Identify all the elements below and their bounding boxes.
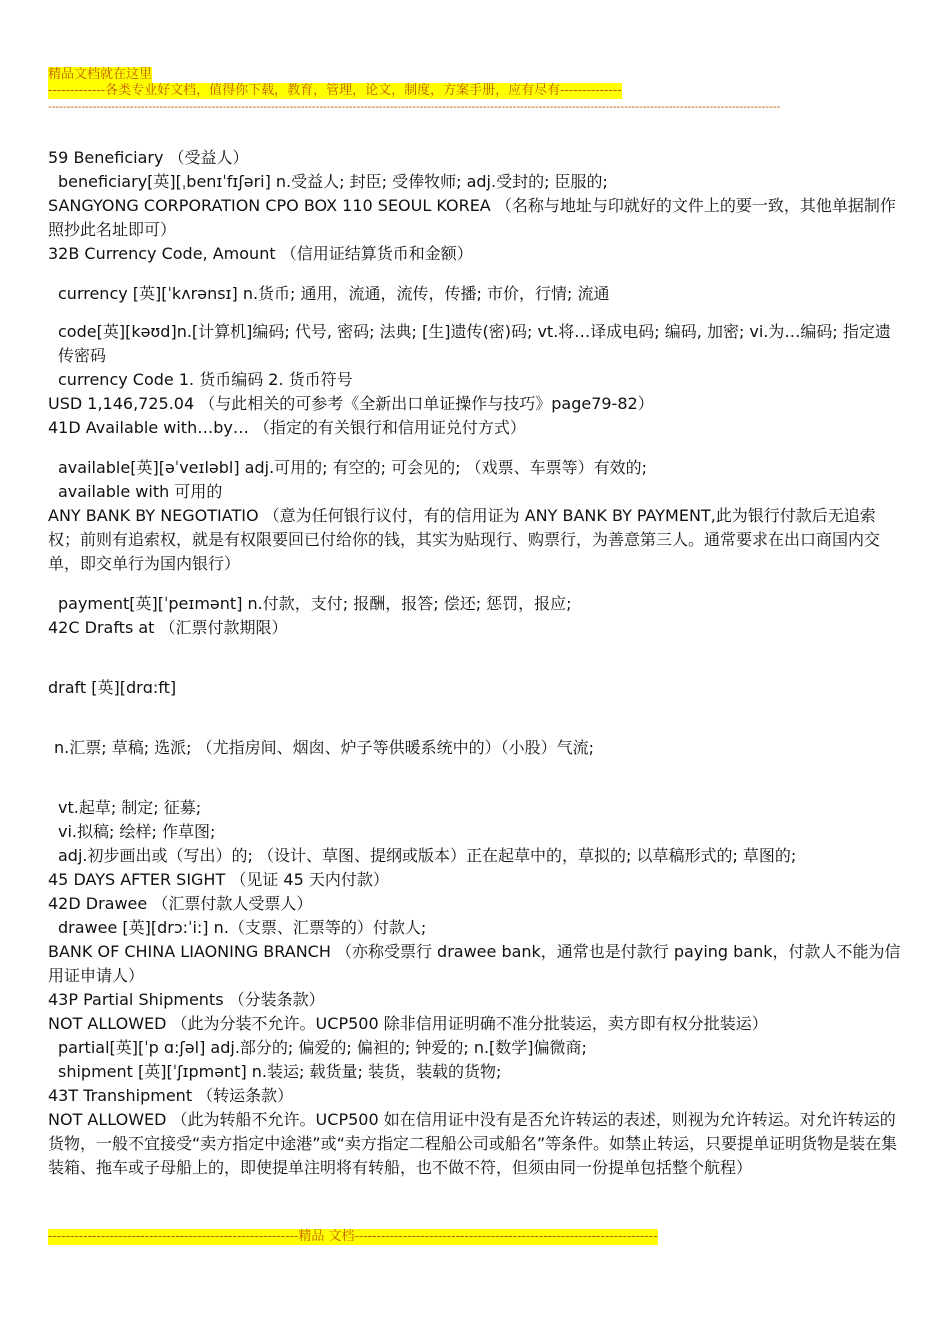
footer-banner: ---------------------------------------------------------精品 文档--------------------------------------------------------------------- [48, 1229, 658, 1244]
vocab-line: n.汇票; 草稿; 选派; （尤指房间、烟囱、炉子等供暖系统中的）（小股）气流; [54, 738, 595, 757]
vocab-line: beneficiary[英][ˌbenɪˈfɪʃəri] n.受益人; 封臣; 受俸牧师; adj.受封的; 臣服的; [58, 172, 608, 191]
field-value: NOT ALLOWED （此为分装不允许。UCP500 除非信用证明确不准分批装运，卖方即有权分批装运） [48, 1014, 768, 1033]
vocab-line: available[英][əˈveɪləbl] adj.可用的; 有空的; 可会见的; （戏票、车票等）有效的; [58, 458, 647, 477]
field-heading: 32B Currency Code, Amount （信用证结算货币和金额） [48, 244, 473, 263]
field-value: USD 1,146,725.04 （与此相关的可参考《全新出口单证操作与技巧》page79-82） [48, 394, 654, 413]
field-value: SANGYONG CORPORATION CPO BOX 110 SEOUL KOREA （名称与地址与印就好的文件上的要一致，其他单据制作照抄此名址即可） [48, 196, 896, 239]
header-tagline: -------------各类专业好文档，值得你下载，教育，管理，论文，制度，方案手册，应有尽有-------------- [48, 83, 622, 98]
field-value: NOT ALLOWED （此为转船不允许。UCP500 如在信用证中没有是否允许转运的表述，则视为允许转运。对允许转运的货物，一般不宜接受“卖方指定中途港”或“卖方指定二程船公司或船名”等条件。如禁止转运，只要提单证明货物是装在集装箱、拖车或子母船上的，即使提单注明将有转船，也不做不符，但须由同一份提单包括整个航程） [48, 1110, 898, 1177]
field-heading: 43P Partial Shipments （分装条款） [48, 990, 325, 1009]
field-heading: 42C Drafts at （汇票付款期限） [48, 618, 288, 637]
field-value: ANY BANK BY NEGOTIATIO （意为任何银行议付，有的信用证为 ANY BANK BY PAYMENT,此为银行付款后无追索权；前则有追索权，就是有权限要回已付给你的钱，其实为贴现行、购票行，为善意第三人。通常要求在出口商国内交单，即交单行为国内银行） [48, 506, 881, 573]
field-heading: 59 Beneficiary （受益人） [48, 148, 249, 167]
field-value: 45 DAYS AFTER SIGHT （见证 45 天内付款） [48, 870, 389, 889]
vocab-line: drawee [英][drɔ:ˈi:] n.（支票、汇票等的）付款人; [58, 918, 427, 937]
vocab-line: vi.拟稿; 绘样; 作草图; [58, 822, 216, 841]
field-heading: 43T Transhipment （转运条款） [48, 1086, 294, 1105]
vocab-line: shipment [英][ˈʃɪpmənt] n.装运; 载货量; 装货，装载的货物; [58, 1062, 502, 1081]
vocab-line: available with 可用的 [58, 482, 223, 501]
vocab-line: currency [英][ˈkʌrənsɪ] n.货币; 通用，流通，流传，传播; 市价，行情; 流通 [58, 284, 610, 303]
document-body [48, 146, 906, 1180]
vocab-line: partial[英][ˈp ɑ:ʃəl] adj.部分的; 偏爱的; 偏袒的; 钟爱的; n.[数学]偏微商; [58, 1038, 587, 1057]
vocab-line: vt.起草; 制定; 征募; [58, 798, 202, 817]
field-heading: 42D Drawee （汇票付款人受票人） [48, 894, 313, 913]
vocab-line: adj.初步画出或（写出）的; （设计、草图、提纲或版本）正在起草中的，草拟的; 以草稿形式的; 草图的; [58, 846, 797, 865]
field-heading: 41D Available with…by… （指定的有关银行和信用证兑付方式） [48, 418, 526, 437]
vocab-line: payment[英][ˈpeɪmənt] n.付款，支付; 报酬，报答; 偿还; 惩罚，报应; [58, 594, 572, 613]
header-title: 精品文档就在这里 [48, 67, 153, 82]
vocab-line: code[英][kəʊd]n.[计算机]编码; 代号, 密码; 法典; [生]遗传(密)码; vt.将…译成电码; 编码, 加密; vi.为…编码; 指定遗传密码 [58, 322, 891, 365]
vocab-line: draft [英][drɑ:ft] [48, 678, 177, 697]
vocab-line: currency Code 1. 货币编码 2. 货币符号 [58, 370, 353, 389]
header-divider: ----------------------------------------------------------------------------------------------------------------------------------------------------------------------------------------------------- [48, 100, 781, 113]
field-value: BANK OF CHINA LIAONING BRANCH （亦称受票行 drawee bank，通常也是付款行 paying bank，付款人不能为信用证申请人） [48, 942, 901, 985]
